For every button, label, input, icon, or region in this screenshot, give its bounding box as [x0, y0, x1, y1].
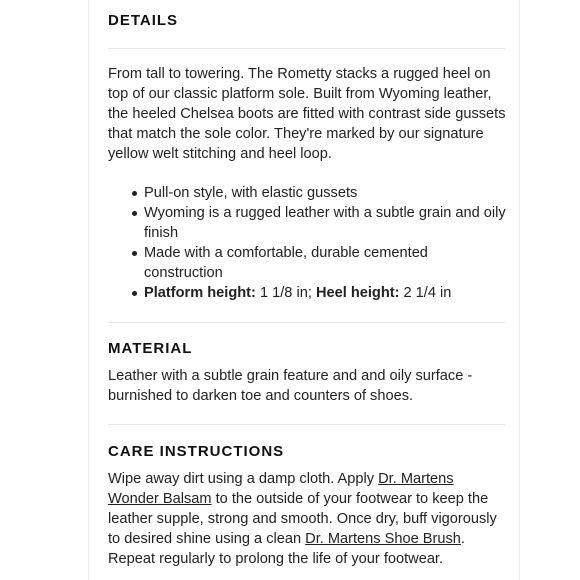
bullet-icon: [132, 191, 137, 196]
heel-height-label: Heel height:: [315, 285, 400, 301]
details-paragraph: From tall to towering. The Rometty stacks a rugged heel on top of our classic platform sole. Built from Wyoming leather, the heeled Chelsea boots are fitted with contrast side gussets that match the sole color. They're marked by our signature yellow welt stitching and heel loop.: [108, 66, 506, 162]
care-text-2: to the outside of your footwear to keep the leather supple, strong and smooth. Once dry, buff vigorously to desired shine using a clean: [108, 491, 497, 547]
bullet-icon: [132, 251, 137, 256]
wonder-balsam-link[interactable]: Dr. Martens Wonder Balsam: [108, 471, 454, 507]
care-paragraph: [108, 469, 508, 569]
list-item-dimensions: [144, 283, 508, 303]
shoe-brush-link[interactable]: Dr. Martens Shoe Brush: [305, 531, 461, 547]
list-item: [144, 183, 508, 203]
material-divider: [108, 322, 505, 323]
list-item: [144, 243, 508, 283]
details-divider: [108, 48, 505, 49]
material-paragraph: Leather with a subtle grain feature and and oily surface - burnished to darken toe and counters of shoes.: [108, 368, 473, 404]
bullet-icon: [132, 291, 137, 296]
platform-height-label: Platform height:: [144, 285, 256, 301]
bullet-icon: [132, 211, 137, 216]
care-heading: CARE INSTRUCTIONS: [108, 443, 285, 460]
feature-text: Made with a comfortable, durable cemented construction: [144, 245, 428, 281]
details-heading: DETAILS: [108, 12, 179, 29]
care-text-1: Wipe away dirt using a damp cloth. Apply: [108, 471, 379, 487]
care-divider: [108, 424, 505, 425]
heel-height-value: 2 1/4 in: [399, 285, 452, 301]
feature-text: Pull-on style, with elastic gussets: [144, 185, 358, 201]
material-heading: MATERIAL: [108, 340, 193, 357]
platform-height-value: 1 1/8 in;: [255, 285, 316, 301]
list-item: [144, 203, 508, 243]
care-text-3: . Repeat regularly to prolong the life of your footwear.: [108, 531, 465, 567]
feature-text: Wyoming is a rugged leather with a subtle grain and oily finish: [144, 205, 506, 241]
details-feature-list: [108, 183, 508, 303]
product-info-panel: [88, 0, 520, 580]
